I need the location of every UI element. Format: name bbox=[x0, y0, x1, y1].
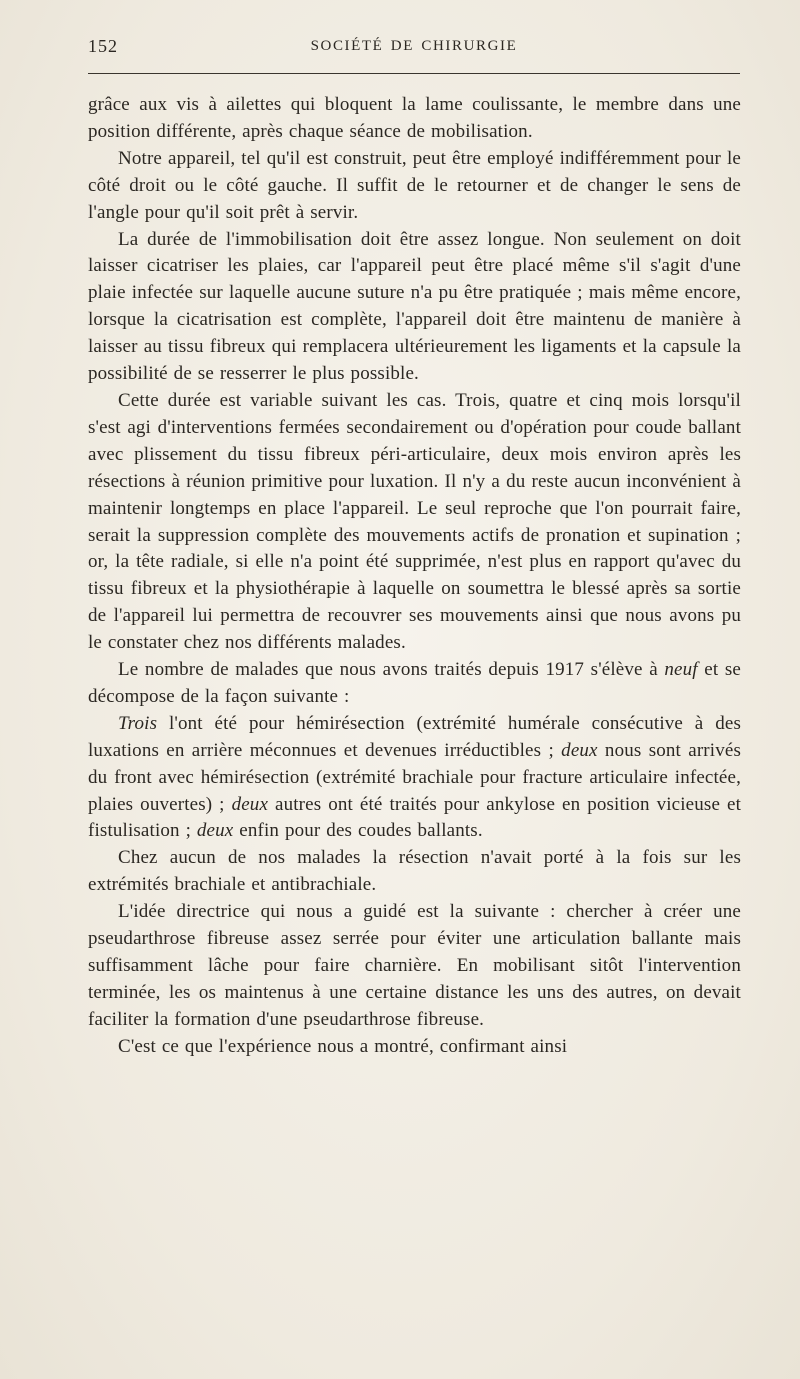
paragraph-6-seg-3: nous sont arrivés du front avec hémirésection (extrémité brachiale pour fracture articulaire infectée, plaies ouvertes) ; bbox=[88, 739, 741, 815]
paragraph-6-seg-6: deux bbox=[196, 820, 234, 842]
running-title: SOCIÉTÉ DE CHIRURGIE bbox=[310, 38, 518, 54]
paragraph-1: grâce aux vis à ailettes qui bloquent la lame coulissante, le membre dans une position différente, après chaque séance de mobilisation. bbox=[88, 94, 741, 142]
paragraph-6-seg-7: enfin pour des coudes ballants. bbox=[233, 820, 483, 842]
paragraph-3: La durée de l'immobilisation doit être assez longue. Non seulement on doit laisser cicatriser les plaies, car l'appareil peut être placé même s'il s'agit d'une plaie infectée sur laquelle aucune suture n'a pu être pratiquée ; mais même encore, lorsque la cicatrisation est complète, l'appareil doit être maintenu de manière à laisser au tissu fibreux qui remplacera ultérieurement les ligaments et la capsule la possibilité de se resserrer le plus possible. bbox=[88, 228, 741, 385]
paragraph-5-after: et se décompose de la façon suivante : bbox=[88, 659, 741, 707]
paragraph-5-italic: neuf bbox=[664, 659, 698, 681]
page-number: 152 bbox=[88, 36, 118, 56]
header-rule bbox=[88, 73, 740, 74]
paragraph-2: Notre appareil, tel qu'il est construit, peut être employé indifféremment pour le côté droit ou le côté gauche. Il suffit de le retourner et de changer le sens de l'angle pour qu'il soit prêt à servir. bbox=[88, 147, 741, 223]
paragraph-6-seg-5: autres ont été traités pour ankylose en position vicieuse et fistulisation ; bbox=[88, 793, 742, 842]
paragraph-6-seg-2: deux bbox=[561, 739, 598, 761]
paragraph-8: L'idée directrice qui nous a guidé est la suivante : chercher à créer une pseudarthrose fibreuse assez serrée pour éviter une articulation ballante mais suffisamment lâche pour faire charnière. En mobilisant sitôt l'intervention terminée, les os maintenus à une certaine distance les uns des autres, on devait faciliter la formation d'une pseudarthrose fibreuse. bbox=[88, 901, 741, 1030]
paragraph-6-seg-0: Trois bbox=[118, 712, 158, 734]
page-header bbox=[88, 32, 740, 72]
paragraph-5-before: Le nombre de malades que nous avons traités depuis 1917 s'élève à bbox=[118, 659, 665, 681]
paragraph-5 bbox=[88, 657, 741, 711]
paragraph-6-seg-4: deux bbox=[231, 793, 269, 815]
paragraph-6-seg-1: l'ont été pour hémirésection (extrémité humérale consécutive à des luxations en arrière méconnues et devenues irréductibles ; bbox=[88, 712, 741, 761]
paragraph-7: Chez aucun de nos malades la résection n'avait porté à la fois sur les extrémités brachiale et antibrachiale. bbox=[88, 847, 741, 896]
paragraph-9: C'est ce que l'expérience nous a montré, confirmant ainsi bbox=[118, 1035, 568, 1057]
paragraph-6 bbox=[88, 711, 741, 846]
body-text bbox=[88, 92, 741, 1061]
paragraph-4: Cette durée est variable suivant les cas. Trois, quatre et cinq mois lorsqu'il s'est agi d'interventions fermées secondairement ou d'opération pour coude ballant avec plissement du tissu fibreux péri-articulaire, deux mois environ après les résections à réunion primitive pour luxation. Il n'y a du reste aucun inconvénient à maintenir longtemps en place l'appareil. Le seul reproche que l'on pourrait faire, serait la suppression complète des mouvements actifs de pronation et supination ; or, la tête radiale, si elle n'a point été supprimée, n'est plus en rapport qu'avec du tissu fibreux et la physiothérapie à laquelle on soumettra le blessé après sa sortie de l'appareil lui permettra de recouvrer ses mouvements ainsi que nous avons pu le constater chez nos différents malades. bbox=[88, 389, 741, 654]
